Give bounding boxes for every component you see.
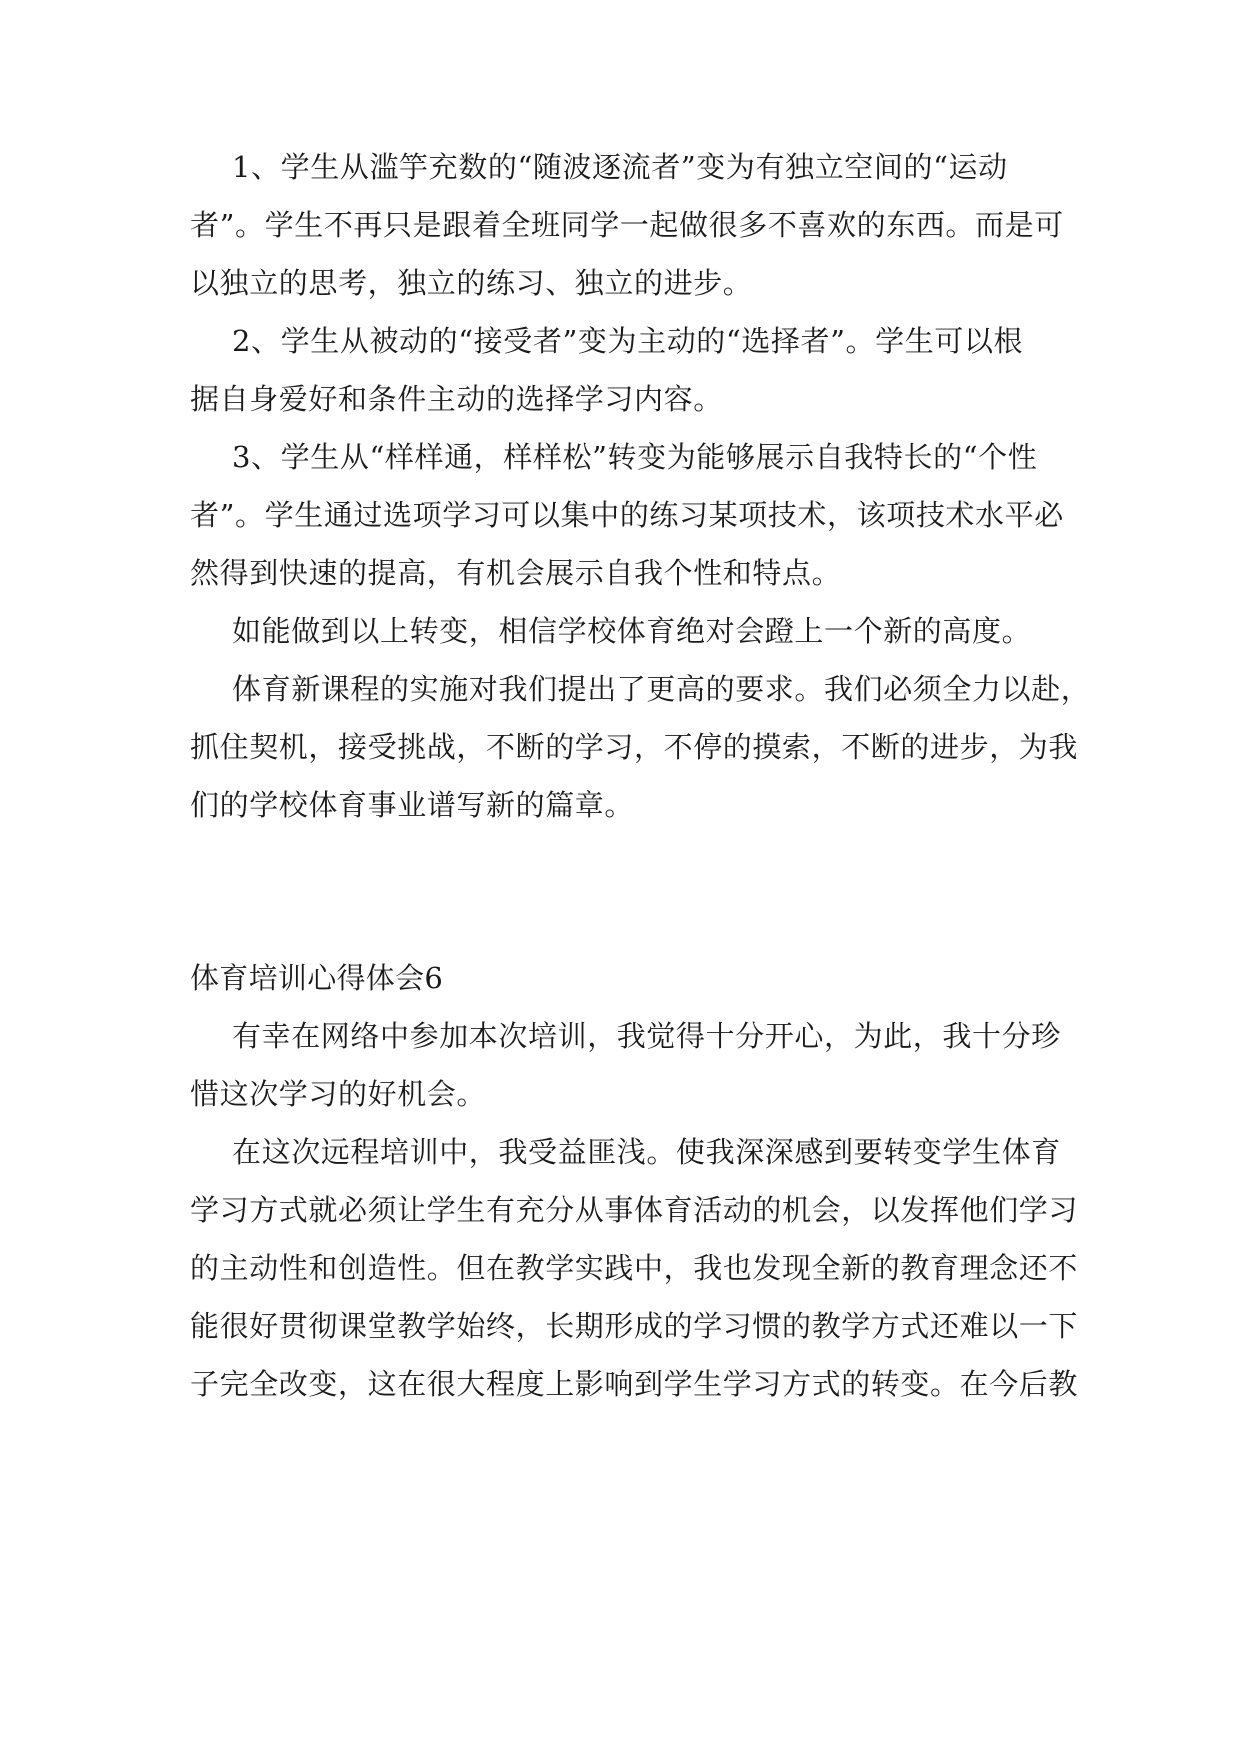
paragraph-3-line-1: 3、学生从“样样通，样样松”转变为能够展示自我特长的“个性 [232,440,1038,474]
paragraph-6-line-1: 有幸在网络中参加本次培训，我觉得十分开心，为此，我十分珍 [232,1019,1061,1053]
section-heading: 体育培训心得体会6 [190,961,444,995]
paragraph-5-line-3: 们的学校体育事业谱写新的篇章。 [190,788,635,822]
paragraph-2-line-1: 2、学生从被动的“接受者”变为主动的“选择者”。学生可以根 [232,324,1024,358]
paragraph-5-line-1: 体育新课程的实施对我们提出了更高的要求。我们必须全力以赴， [232,672,1091,706]
paragraph-7-line-1: 在这次远程培训中，我受益匪浅。使我深深感到要转变学生体育 [232,1135,1061,1169]
paragraph-1-line-2: 者”。学生不再只是跟着全班同学一起做很多不喜欢的东西。而是可 [190,208,1064,242]
paragraph-2-line-2: 据自身爱好和条件主动的选择学习内容。 [190,382,723,416]
paragraph-3-line-3: 然得到快速的提高，有机会展示自我个性和特点。 [190,556,842,590]
paragraph-7-line-3: 的主动性和创造性。但在教学实践中，我也发现全新的教育理念还不 [190,1251,1079,1285]
paragraph-1-line-3: 以独立的思考，独立的练习、独立的进步。 [190,266,753,300]
paragraph-7-line-5: 子完全改变，这在很大程度上影响到学生学习方式的转变。在今后教 [190,1367,1079,1401]
paragraph-6-line-2: 惜这次学习的好机会。 [190,1077,487,1111]
paragraph-7-line-4: 能很好贯彻课堂教学始终，长期形成的学习惯的教学方式还难以一下 [190,1309,1079,1343]
paragraph-4-line-1: 如能做到以上转变，相信学校体育绝对会蹬上一个新的高度。 [232,614,1032,648]
paragraph-3-line-2: 者”。学生通过选项学习可以集中的练习某项技术，该项技术水平必 [190,498,1064,532]
paragraph-7-line-2: 学习方式就必须让学生有充分从事体育活动的机会，以发挥他们学习 [190,1193,1079,1227]
paragraph-5-line-2: 抓住契机，接受挑战，不断的学习，不停的摸索，不断的进步，为我 [190,730,1079,764]
paragraph-1-line-1: 1、学生从滥竽充数的“随波逐流者”变为有独立空间的“运动 [232,150,1008,184]
